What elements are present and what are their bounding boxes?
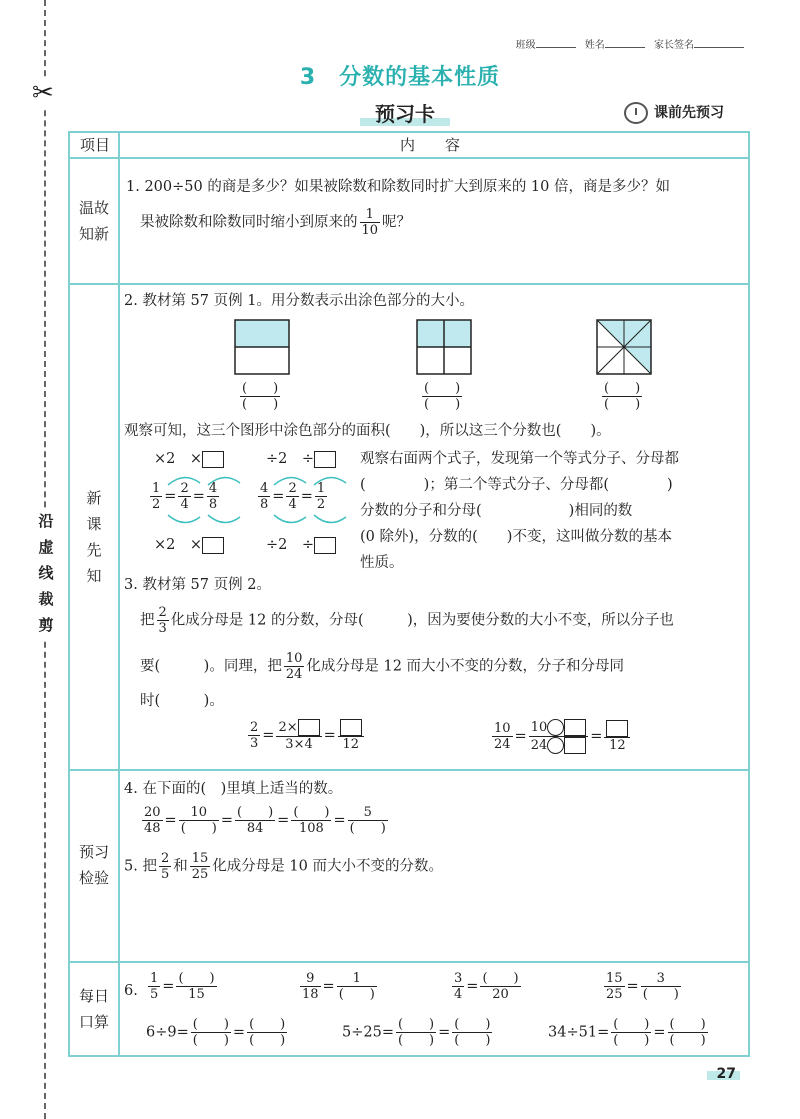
right-ops-top: ÷2 ÷ xyxy=(266,447,336,471)
q6-item-3: $\frac{3}{4}$ = $\frac{( )}{20}$ xyxy=(454,971,519,1002)
parent-label: 家长签名 xyxy=(654,40,694,51)
answer-fraction-3[interactable]: ( ) ( ) xyxy=(604,381,641,412)
q3-equation-b: $\frac{10}{24}$ = $\frac{10}{24}$ = 12 xyxy=(490,719,632,754)
scissors-icon: ✂ xyxy=(32,78,54,108)
q2-desc3: 分数的分子和分母( )相同的数 xyxy=(360,503,633,519)
figure-quarters xyxy=(416,319,472,375)
right-ops-bottom: ÷2 ÷ xyxy=(266,533,336,557)
column-divider xyxy=(118,133,120,1055)
name-label: 姓名 xyxy=(584,40,605,51)
row-label-daily: 每日 口算 xyxy=(78,987,109,1031)
class-field[interactable] xyxy=(536,47,576,48)
arrow-bottom-right xyxy=(270,513,350,531)
q6-item-2: $\frac{9}{18}$ = $\frac{1}{( )}$ xyxy=(302,971,375,1002)
q2-title: 2. 教材第 57 页例 1。用分数表示出涂色部分的大小。 xyxy=(124,293,474,309)
q3-line2: 要( )。同理，把 $\frac{10}{24}$ 化成分母是 12 而大小不变的分数，分子和分母同 xyxy=(140,651,625,682)
row-divider xyxy=(70,961,748,963)
q6-item-7: 34÷51= $\frac{( )}{( )}$ = $\frac{( )}{( )}$ xyxy=(548,1017,706,1048)
q6-item-4: $\frac{15}{25}$ = $\frac{3}{( )}$ xyxy=(606,971,679,1002)
answer-fraction-2[interactable]: ( ) ( ) xyxy=(424,381,461,412)
q6-item-1: $\frac{1}{5}$ = $\frac{( )}{15}$ xyxy=(150,971,215,1002)
row-label-check: 预习 检验 xyxy=(78,843,109,887)
left-fraction-chain: $\frac{1}{2}$ = $\frac{2}{4}$ = $\frac{4}{8}$ xyxy=(152,481,218,512)
q6-item-5: 6÷9= $\frac{( )}{( )}$ = $\frac{( )}{( )}$ xyxy=(146,1017,286,1048)
q1-line2: 果被除数和除数同时缩小到原来的 $\frac{1}{10}$ 呢？ xyxy=(140,207,412,238)
answer-fraction-1[interactable]: ( ) ( ) xyxy=(242,381,279,412)
left-ops-bottom: ×2 × xyxy=(154,533,224,557)
q2-desc4: (0 除外)，分数的( )不变，这叫做分数的基本 xyxy=(360,529,672,545)
q6-number: 6. xyxy=(124,983,138,999)
q3-equation-a: $\frac{2}{3}$ = $\frac{2\times}{3\times 4}$ = 12 xyxy=(246,719,366,752)
preview-badge: 课前先预习 xyxy=(624,102,724,124)
card-title: 预习卡 xyxy=(360,98,450,128)
row-label-review: 温故 知新 xyxy=(78,199,109,243)
row-divider xyxy=(70,283,748,285)
header-info xyxy=(516,36,750,51)
name-field[interactable] xyxy=(605,47,645,48)
q2-observe: 观察可知，这三个图形中涂色部分的面积( )，所以这三个分数也( )。 xyxy=(124,423,611,439)
chapter-title: 3 分数的基本性质 xyxy=(299,65,501,90)
clock-icon xyxy=(624,102,648,124)
q3-line3: 时( )。 xyxy=(140,693,224,709)
q5-text: 5. 把 $\frac{2}{5}$ 和 $\frac{15}{25}$ 化成分母是 10 而大小不变的分数。 xyxy=(124,851,443,882)
q3-line1: 把 $\frac{2}{3}$ 化成分母是 12 的分数，分母( )，因为要使分数的大小不变，所以分子也 xyxy=(140,605,674,636)
left-ops-top: ×2 × xyxy=(154,447,224,471)
row-divider xyxy=(70,769,748,771)
header-item: 项目 xyxy=(80,136,111,154)
class-label: 班级 xyxy=(515,40,536,51)
right-fraction-chain: $\frac{4}{8}$ = $\frac{2}{4}$ = $\frac{1}{2}$ xyxy=(260,481,326,512)
figure-eighths xyxy=(596,319,652,375)
row-label-new: 新 课 先 知 xyxy=(86,489,102,585)
header-content: 内 容 xyxy=(400,136,461,154)
q2-desc5: 性质。 xyxy=(360,555,404,571)
q2-desc1: 观察右面两个式子，发现第一个等式分子、分母都 xyxy=(360,451,679,467)
figure-halves xyxy=(234,319,290,375)
page-number: 27 xyxy=(716,1066,736,1082)
q4-fraction-chain: $\frac{20}{48}$ = $\frac{10}{( )}$ = $\frac{( )}{84}$ = $\frac{( )}{108}$ = $\frac{5}{( )}$ xyxy=(144,805,386,836)
q2-desc2: ( )；第二个等式分子、分母都( ) xyxy=(360,477,673,493)
preview-table xyxy=(68,131,750,1057)
parent-signature-field[interactable] xyxy=(694,47,744,48)
q1-line1: 1. 200÷50 的商是多少？如果被除数和除数同时扩大到原来的 10 倍，商是多少？如 xyxy=(126,179,670,195)
cut-instruction: 沿 虚 线 裁 剪 xyxy=(36,508,56,638)
q4-title: 4. 在下面的( )里填上适当的数。 xyxy=(124,781,343,797)
q3-title: 3. 教材第 57 页例 2。 xyxy=(124,577,271,593)
q6-item-6: 5÷25= $\frac{( )}{( )}$ = $\frac{( )}{( )}$ xyxy=(342,1017,491,1048)
arrow-bottom xyxy=(164,513,244,531)
